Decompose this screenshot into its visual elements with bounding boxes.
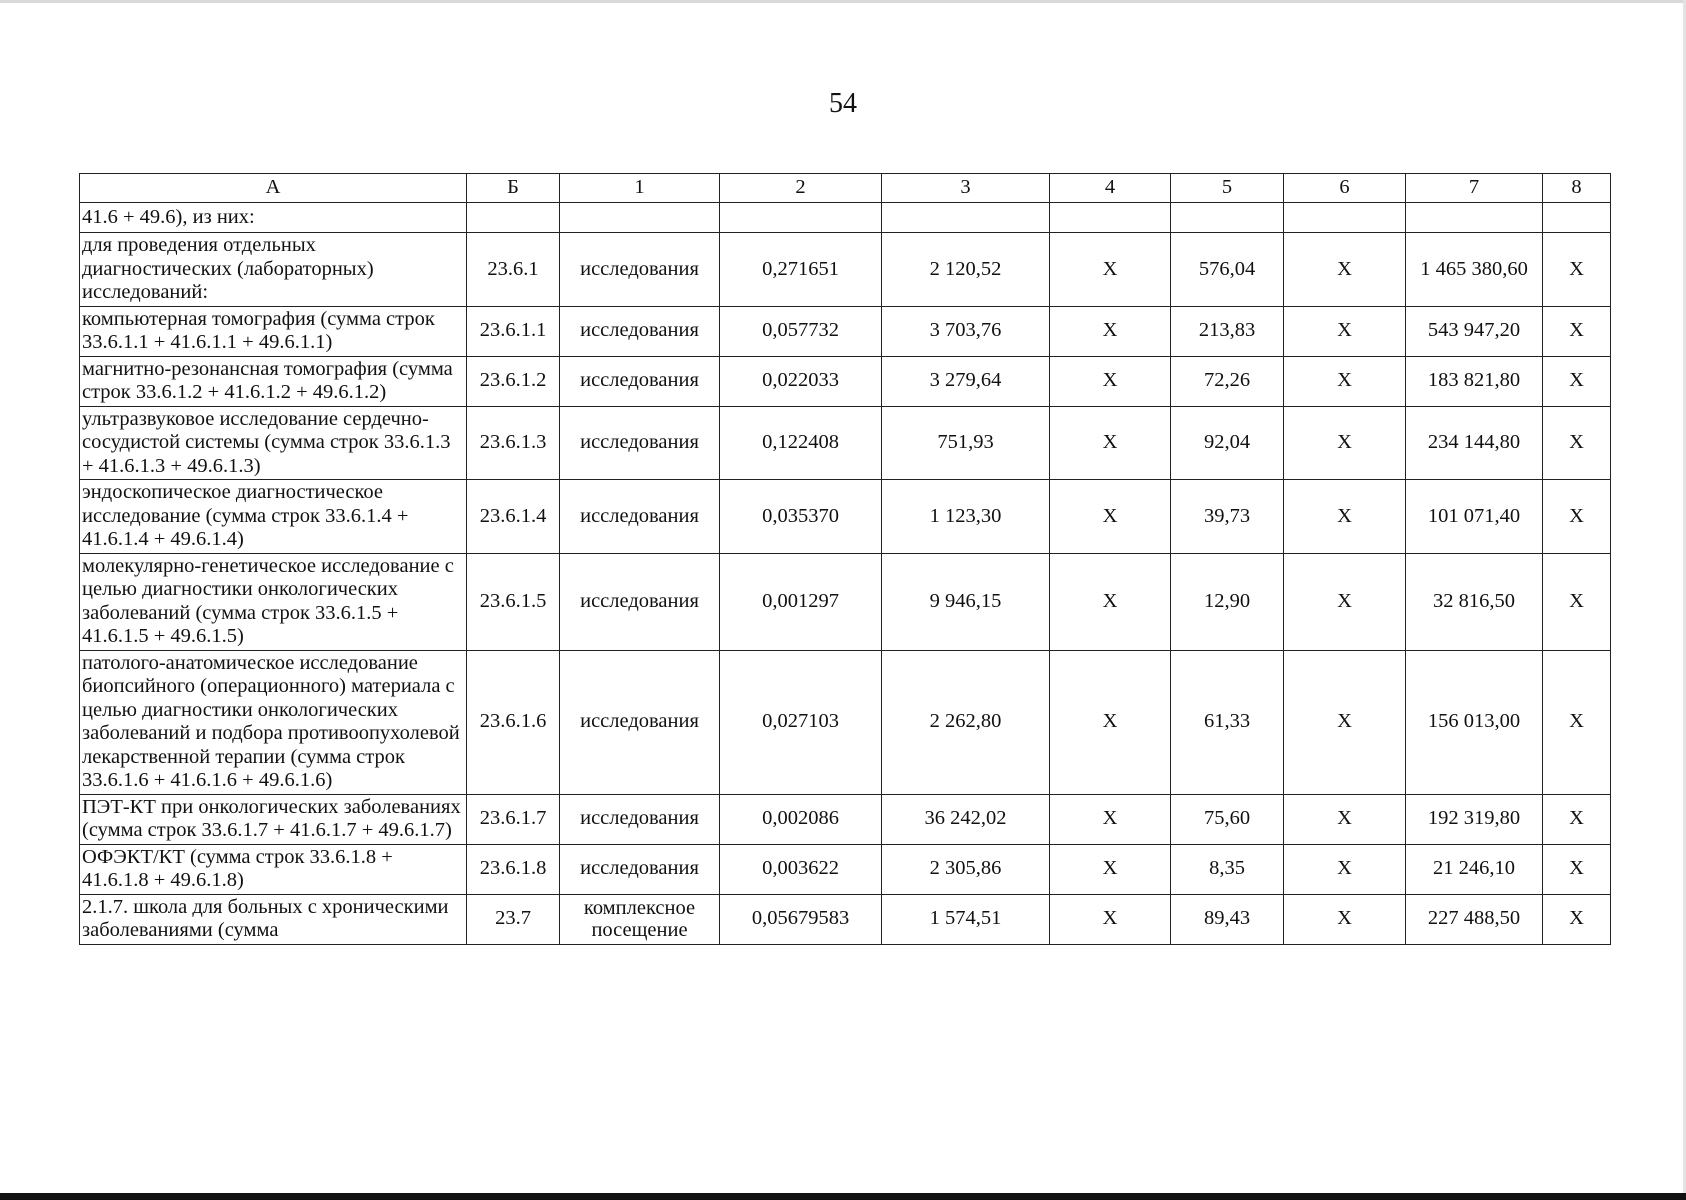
col6-cell: X [1284, 794, 1406, 844]
col6-cell: X [1284, 894, 1406, 944]
col6-cell: X [1284, 233, 1406, 307]
col4-cell: X [1050, 356, 1171, 406]
col2-cell: 0,057732 [720, 306, 882, 356]
col8-cell: X [1543, 794, 1611, 844]
page-number: 54 [829, 88, 857, 119]
col3-cell [882, 203, 1050, 233]
header-cell: Б [467, 174, 560, 203]
table-row [80, 794, 1611, 844]
col4-cell: X [1050, 794, 1171, 844]
col6-cell: X [1284, 844, 1406, 894]
row-code-cell: 23.6.1.8 [467, 844, 560, 894]
row-code-cell: 23.6.1 [467, 233, 560, 307]
table-row [80, 844, 1611, 894]
col2-cell: 0,002086 [720, 794, 882, 844]
col6-cell: X [1284, 356, 1406, 406]
col6-cell [1284, 203, 1406, 233]
col2-cell: 0,003622 [720, 844, 882, 894]
header-cell: 4 [1050, 174, 1171, 203]
col7-cell [1406, 203, 1543, 233]
unit-cell: исследования [560, 406, 720, 480]
table-row [80, 894, 1611, 944]
col7-cell: 101 071,40 [1406, 480, 1543, 554]
unit-cell: исследования [560, 794, 720, 844]
col6-cell: X [1284, 650, 1406, 794]
unit-cell: исследования [560, 306, 720, 356]
col8-cell: X [1543, 650, 1611, 794]
unit-cell: исследования [560, 844, 720, 894]
col4-cell: X [1050, 480, 1171, 554]
col3-cell: 2 305,86 [882, 844, 1050, 894]
col5-cell: 72,26 [1171, 356, 1284, 406]
unit-cell: исследования [560, 233, 720, 307]
table-row [80, 356, 1611, 406]
col8-cell: X [1543, 306, 1611, 356]
col6-cell: X [1284, 480, 1406, 554]
col2-cell: 0,05679583 [720, 894, 882, 944]
col3-cell: 3 279,64 [882, 356, 1050, 406]
col4-cell: X [1050, 306, 1171, 356]
row-code-cell: 23.6.1.4 [467, 480, 560, 554]
col7-cell: 183 821,80 [1406, 356, 1543, 406]
col2-cell: 0,035370 [720, 480, 882, 554]
col7-cell: 227 488,50 [1406, 894, 1543, 944]
col3-cell: 36 242,02 [882, 794, 1050, 844]
col3-cell: 751,93 [882, 406, 1050, 480]
col4-cell: X [1050, 894, 1171, 944]
description-cell: ОФЭКТ/КТ (сумма строк 33.6.1.8 + 41.6.1.8 + 49.6.1.8) [80, 844, 467, 894]
col8-cell: X [1543, 553, 1611, 650]
table-row [80, 203, 1611, 233]
col2-cell: 0,022033 [720, 356, 882, 406]
col8-cell: X [1543, 844, 1611, 894]
col5-cell [1171, 203, 1284, 233]
description-cell: для проведения отдельных диагностических (лабораторных) исследований: [80, 233, 467, 307]
header-cell: 8 [1543, 174, 1611, 203]
table-row [80, 233, 1611, 307]
row-code-cell: 23.6.1.3 [467, 406, 560, 480]
col2-cell: 0,122408 [720, 406, 882, 480]
col5-cell: 89,43 [1171, 894, 1284, 944]
col2-cell: 0,271651 [720, 233, 882, 307]
description-cell: ПЭТ-КТ при онкологических заболеваниях (сумма строк 33.6.1.7 + 41.6.1.7 + 49.6.1.7) [80, 794, 467, 844]
unit-cell: исследования [560, 356, 720, 406]
row-code-cell: 23.6.1.5 [467, 553, 560, 650]
description-cell: ультразвуковое исследование сердечно-сосудистой системы (сумма строк 33.6.1.3 + 41.6.1.3 + 49.6.1.3) [80, 406, 467, 480]
col2-cell: 0,001297 [720, 553, 882, 650]
table-body [80, 174, 1611, 945]
row-code-cell: 23.6.1.2 [467, 356, 560, 406]
col7-cell: 192 319,80 [1406, 794, 1543, 844]
col7-cell: 234 144,80 [1406, 406, 1543, 480]
col7-cell: 543 947,20 [1406, 306, 1543, 356]
description-cell: магнитно-резонансная томография (сумма строк 33.6.1.2 + 41.6.1.2 + 49.6.1.2) [80, 356, 467, 406]
col5-cell: 39,73 [1171, 480, 1284, 554]
header-cell: 5 [1171, 174, 1284, 203]
header-cell: 7 [1406, 174, 1543, 203]
unit-cell: комплексное посещение [560, 894, 720, 944]
col4-cell [1050, 203, 1171, 233]
col2-cell [720, 203, 882, 233]
col8-cell: X [1543, 356, 1611, 406]
table-header-row [80, 174, 1611, 203]
col5-cell: 12,90 [1171, 553, 1284, 650]
row-code-cell: 23.6.1.7 [467, 794, 560, 844]
table-row [80, 650, 1611, 794]
table-row [80, 406, 1611, 480]
col3-cell: 9 946,15 [882, 553, 1050, 650]
col4-cell: X [1050, 844, 1171, 894]
col5-cell: 8,35 [1171, 844, 1284, 894]
description-cell: патолого-анатомическое исследование биопсийного (операционного) материала с целью диагностики онкологических заболеваний и подбора противоопухолевой лекарственной терапии (сумма строк 33.6.1.6 + 41.6.1.6 + 49.6.1.6) [80, 650, 467, 794]
col5-cell: 61,33 [1171, 650, 1284, 794]
col3-cell: 2 120,52 [882, 233, 1050, 307]
description-cell: эндоскопическое диагностическое исследование (сумма строк 33.6.1.4 + 41.6.1.4 + 49.6.1.4) [80, 480, 467, 554]
col4-cell: X [1050, 650, 1171, 794]
col4-cell: X [1050, 553, 1171, 650]
header-cell: 3 [882, 174, 1050, 203]
col4-cell: X [1050, 406, 1171, 480]
col7-cell: 156 013,00 [1406, 650, 1543, 794]
row-code-cell: 23.6.1.1 [467, 306, 560, 356]
unit-cell: исследования [560, 553, 720, 650]
col2-cell: 0,027103 [720, 650, 882, 794]
col8-cell: X [1543, 894, 1611, 944]
col7-cell: 1 465 380,60 [1406, 233, 1543, 307]
row-code-cell: 23.6.1.6 [467, 650, 560, 794]
table-row [80, 553, 1611, 650]
row-code-cell [467, 203, 560, 233]
unit-cell [560, 203, 720, 233]
col5-cell: 75,60 [1171, 794, 1284, 844]
row-code-cell: 23.7 [467, 894, 560, 944]
description-cell: 41.6 + 49.6), из них: [80, 203, 467, 233]
unit-cell: исследования [560, 480, 720, 554]
col8-cell: X [1543, 480, 1611, 554]
header-cell: 1 [560, 174, 720, 203]
unit-cell: исследования [560, 650, 720, 794]
col7-cell: 21 246,10 [1406, 844, 1543, 894]
col4-cell: X [1050, 233, 1171, 307]
description-cell: молекулярно-генетическое исследование с целью диагностики онкологических заболеваний (сумма строк 33.6.1.5 + 41.6.1.5 + 49.6.1.5) [80, 553, 467, 650]
description-cell: компьютерная томография (сумма строк 33.6.1.1 + 41.6.1.1 + 49.6.1.1) [80, 306, 467, 356]
col8-cell: X [1543, 233, 1611, 307]
table-row [80, 306, 1611, 356]
col3-cell: 3 703,76 [882, 306, 1050, 356]
col6-cell: X [1284, 306, 1406, 356]
col3-cell: 1 123,30 [882, 480, 1050, 554]
scan-bottom-edge [0, 1193, 1686, 1200]
col3-cell: 1 574,51 [882, 894, 1050, 944]
header-cell: 6 [1284, 174, 1406, 203]
header-cell: А [80, 174, 467, 203]
description-cell: 2.1.7. школа для больных с хроническими заболеваниями (сумма [80, 894, 467, 944]
header-cell: 2 [720, 174, 882, 203]
col5-cell: 213,83 [1171, 306, 1284, 356]
scan-top-edge [0, 0, 1686, 3]
data-table [79, 173, 1611, 945]
col6-cell: X [1284, 406, 1406, 480]
table-row [80, 480, 1611, 554]
col6-cell: X [1284, 553, 1406, 650]
col7-cell: 32 816,50 [1406, 553, 1543, 650]
col3-cell: 2 262,80 [882, 650, 1050, 794]
col8-cell [1543, 203, 1611, 233]
col8-cell: X [1543, 406, 1611, 480]
col5-cell: 576,04 [1171, 233, 1284, 307]
col5-cell: 92,04 [1171, 406, 1284, 480]
